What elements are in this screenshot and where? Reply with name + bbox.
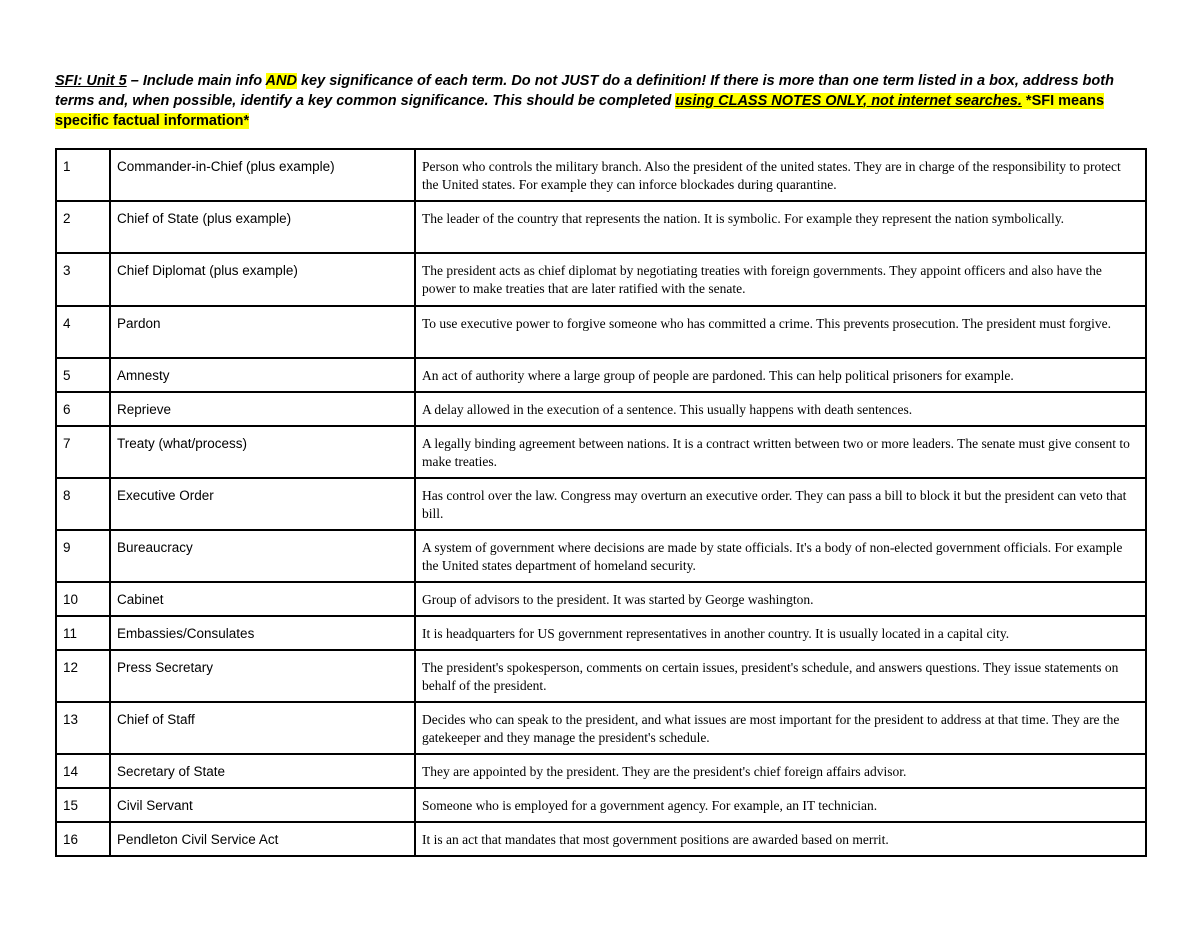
row-number: 14 bbox=[56, 754, 110, 788]
definition-cell: To use executive power to forgive someone who has committed a crime. This prevents prosecution. The president must forgive. bbox=[415, 306, 1146, 358]
table-row bbox=[56, 358, 1146, 392]
term-cell: Pendleton Civil Service Act bbox=[110, 822, 415, 856]
row-number: 3 bbox=[56, 253, 110, 306]
table-row bbox=[56, 616, 1146, 650]
instructions-paragraph bbox=[55, 71, 1150, 131]
term-cell: Chief of State (plus example) bbox=[110, 201, 415, 253]
table-row bbox=[56, 306, 1146, 358]
term-cell: Pardon bbox=[110, 306, 415, 358]
definition-cell: It is headquarters for US government representatives in another country. It is usually located in a capital city. bbox=[415, 616, 1146, 650]
definition-cell: A delay allowed in the execution of a sentence. This usually happens with death sentences. bbox=[415, 392, 1146, 426]
row-number: 8 bbox=[56, 478, 110, 530]
term-cell: Commander-in-Chief (plus example) bbox=[110, 149, 415, 201]
table-row bbox=[56, 426, 1146, 478]
not-internet-searches: , not internet searches. bbox=[863, 93, 1022, 109]
term-cell: Chief Diplomat (plus example) bbox=[110, 253, 415, 306]
row-number: 2 bbox=[56, 201, 110, 253]
row-number: 13 bbox=[56, 702, 110, 754]
row-number: 10 bbox=[56, 582, 110, 616]
definition-cell: The president's spokesperson, comments on certain issues, president's schedule, and answers questions. They issue statements on behalf of the president. bbox=[415, 650, 1146, 702]
table-row bbox=[56, 478, 1146, 530]
definition-cell: Decides who can speak to the president, and what issues are most important for the president to address at that time. They are the gatekeeper and they manage the president's schedule. bbox=[415, 702, 1146, 754]
row-number: 15 bbox=[56, 788, 110, 822]
sfi-note: *SFI means specific factual information* bbox=[55, 93, 1105, 129]
definition-cell: The leader of the country that represents the nation. It is symbolic. For example they represent the nation symbolically. bbox=[415, 201, 1146, 253]
row-number: 12 bbox=[56, 650, 110, 702]
table-row bbox=[56, 788, 1146, 822]
definition-cell: They are appointed by the president. They are the president's chief foreign affairs advisor. bbox=[415, 754, 1146, 788]
table-row bbox=[56, 822, 1146, 856]
definition-cell: Someone who is employed for a government agency. For example, an IT technician. bbox=[415, 788, 1146, 822]
term-cell: Amnesty bbox=[110, 358, 415, 392]
definition-cell: The president acts as chief diplomat by negotiating treaties with foreign governments. They appoint officers and also have the power to make treaties that are later ratified with the senate. bbox=[415, 253, 1146, 306]
table-row bbox=[56, 253, 1146, 306]
instructions-text-2: key significance of each term. Do not JUST do a definition! If there is more than one term listed in a box, address both terms and, when possible, identify a key common significance. This should be completed bbox=[55, 73, 1114, 109]
table-row bbox=[56, 582, 1146, 616]
term-cell: Embassies/Consulates bbox=[110, 616, 415, 650]
definition-cell: It is an act that mandates that most government positions are awarded based on merrit. bbox=[415, 822, 1146, 856]
row-number: 6 bbox=[56, 392, 110, 426]
table-row bbox=[56, 530, 1146, 582]
definition-cell: Person who controls the military branch. Also the president of the united states. They are in charge of the responsibility to protect the United states. For example they can inforce blockades during quarantine. bbox=[415, 149, 1146, 201]
terms-table bbox=[55, 148, 1147, 857]
row-number: 1 bbox=[56, 149, 110, 201]
row-number: 11 bbox=[56, 616, 110, 650]
unit-title: SFI: Unit 5 bbox=[55, 73, 127, 89]
table-row bbox=[56, 392, 1146, 426]
table-row bbox=[56, 201, 1146, 253]
definition-cell: Group of advisors to the president. It was started by George washington. bbox=[415, 582, 1146, 616]
term-cell: Executive Order bbox=[110, 478, 415, 530]
term-cell: Treaty (what/process) bbox=[110, 426, 415, 478]
term-cell: Bureaucracy bbox=[110, 530, 415, 582]
table-row bbox=[56, 702, 1146, 754]
table-row bbox=[56, 650, 1146, 702]
term-cell: Reprieve bbox=[110, 392, 415, 426]
term-cell: Chief of Staff bbox=[110, 702, 415, 754]
row-number: 7 bbox=[56, 426, 110, 478]
row-number: 9 bbox=[56, 530, 110, 582]
highlight-and: AND bbox=[265, 73, 297, 89]
table-row bbox=[56, 754, 1146, 788]
terms-table-body bbox=[56, 149, 1146, 856]
term-cell: Press Secretary bbox=[110, 650, 415, 702]
definition-cell: Has control over the law. Congress may overturn an executive order. They can pass a bill to block it but the president can veto that bill. bbox=[415, 478, 1146, 530]
instructions-text-1: – Include main info bbox=[126, 73, 266, 89]
table-row bbox=[56, 149, 1146, 201]
term-cell: Cabinet bbox=[110, 582, 415, 616]
definition-cell: A legally binding agreement between nations. It is a contract written between two or more leaders. The senate must give consent to make treaties. bbox=[415, 426, 1146, 478]
term-cell: Secretary of State bbox=[110, 754, 415, 788]
row-number: 4 bbox=[56, 306, 110, 358]
definition-cell: A system of government where decisions are made by state officials. It's a body of non-elected government officials. For example the United states department of homeland security. bbox=[415, 530, 1146, 582]
definition-cell: An act of authority where a large group of people are pardoned. This can help political prisoners for example. bbox=[415, 358, 1146, 392]
row-number: 5 bbox=[56, 358, 110, 392]
class-notes-only: using CLASS NOTES ONLY bbox=[675, 93, 864, 109]
row-number: 16 bbox=[56, 822, 110, 856]
term-cell: Civil Servant bbox=[110, 788, 415, 822]
